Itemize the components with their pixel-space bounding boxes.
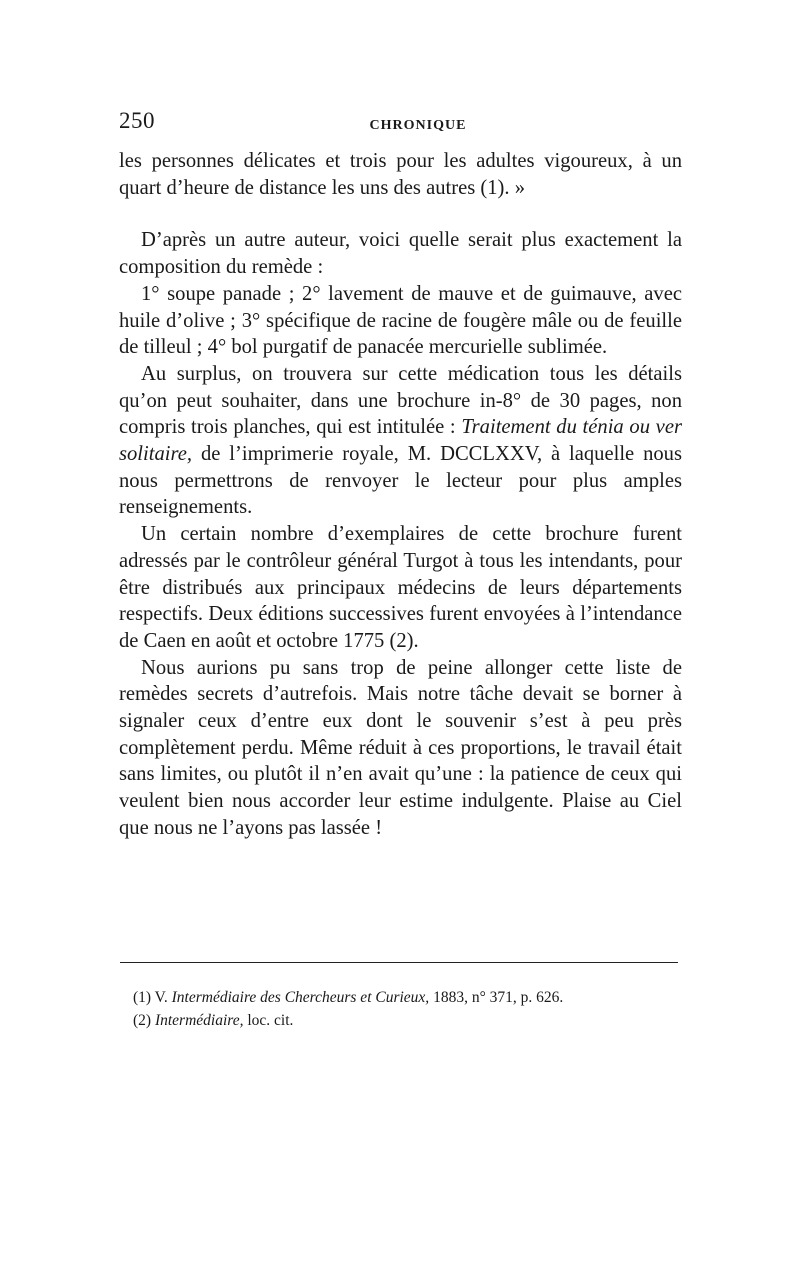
footnote-text: loc. cit. — [247, 1012, 294, 1029]
paragraph-text: Au surplus, on trouvera sur cette médication tous les détails qu’on peut souhaiter, dans une brochure in-8° de 30 pages, non compris trois planches, qui est intitulée : — [119, 362, 682, 439]
footnote-marker: (1) V. — [133, 989, 168, 1006]
paragraph — [119, 361, 682, 521]
paragraph-continuation: les personnes délicates et trois pour les adultes vigoureux, à un quart d’heure de distance les uns des autres (1). » — [119, 150, 682, 199]
paragraph: D’après un autre auteur, voici quelle serait plus exactement la composition du remède : — [119, 229, 682, 279]
running-title: CHRONIQUE — [369, 118, 467, 133]
footnote-divider — [120, 962, 678, 963]
paragraph: Nous aurions pu sans trop de peine allonger cette liste de remèdes secrets d’autrefois. Mais notre tâche devait se borner à signaler ceux d’entre eux dont le souvenir s’est à peu près complètement perdu. Même réduit à ces proportions, le travail était sans limites, ou plutôt il n’en avait qu’une : la patience de ceux qui veulent bien nous accorder leur estime indulgente. Plaise au Ciel que nous ne l’ayons pas lassée ! — [119, 656, 682, 839]
page-header — [119, 108, 681, 144]
book-title: Traitement du ténia ou ver solitaire, — [119, 416, 682, 466]
paragraph: 1° soupe panade ; 2° lavement de mauve et de guimauve, avec huile d’olive ; 3° spécifique de racine de fougère mâle ou de feuille de tilleul ; 4° bol purgatif de panacée mercurielle sublimée. — [119, 282, 682, 359]
page-number: 250 — [119, 108, 155, 133]
footnotes — [119, 986, 679, 1032]
footnote-title: Intermédiaire, — [154, 1012, 244, 1029]
footnote-text: 1883, n° 371, p. 626. — [433, 989, 564, 1006]
footnote — [119, 986, 679, 1009]
paragraph-text: de l’imprimerie royale, M. DCCLXXV, à laquelle nous nous permettrons de renvoyer le lecteur pour plus amples renseignements. — [119, 443, 682, 519]
footnote-title: Intermédiaire des Chercheurs et Curieux, — [171, 989, 430, 1006]
body-text — [119, 148, 682, 842]
footnote-marker: (2) — [133, 1012, 152, 1029]
paragraph: Un certain nombre d’exemplaires de cette brochure furent adressés par le contrôleur général Turgot à tous les intendants, pour être distribués aux principaux médecins de leurs départements respectifs. Deux éditions successives furent envoyées à l’intendance de Caen en août et octobre 1775 (2). — [119, 523, 682, 652]
footnote — [119, 1009, 679, 1032]
